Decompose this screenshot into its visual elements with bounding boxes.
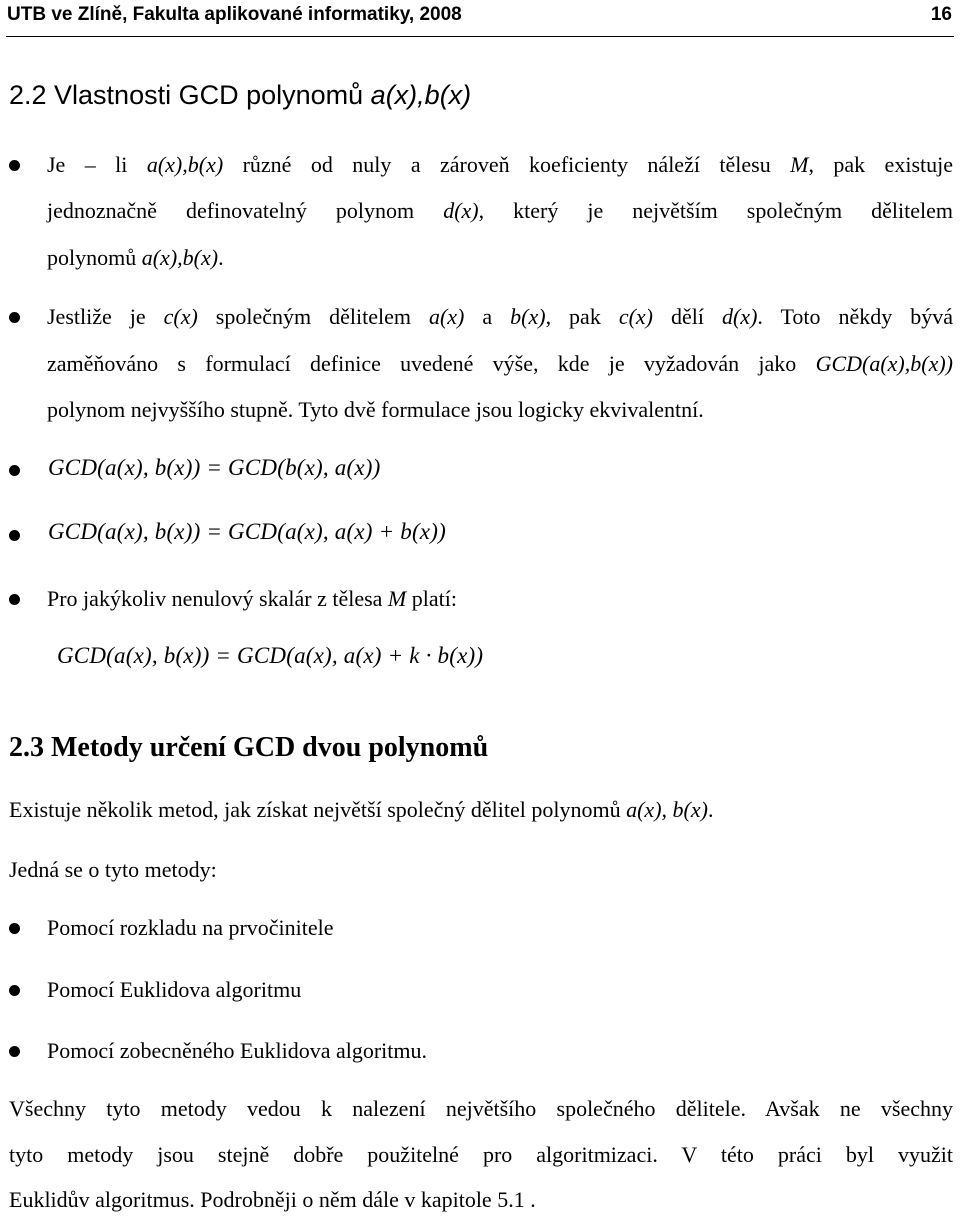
text: polynomů (47, 245, 142, 270)
bullet-dot (9, 465, 20, 476)
text: , který je největším společným dělitelem (478, 198, 953, 223)
closing-line-1: Všechny tyto metody vedou k nalezení největšího společného dělitele. Avšak ne všechny (9, 1096, 953, 1121)
formula: GCD(a(x), b(x)) = GCD(a(x), a(x) + k · b(x)) (57, 643, 484, 668)
running-header: UTB ve Zlíně, Fakulta aplikované informatiky, 2008 (7, 4, 462, 25)
bullet-2-line-3: polynom nejvyššího stupně. Tyto dvě formulace jsou logicky ekvivalentní. (47, 397, 704, 422)
text: Existuje několik metod, jak získat největší společný dělitel polynomů (9, 797, 627, 822)
math: d(x) (721, 304, 758, 329)
text: Jestliže je (47, 304, 164, 329)
formula-gcd-sum (48, 519, 446, 545)
page-number: 16 (930, 4, 952, 25)
text: , pak existuje (808, 152, 953, 177)
text: Je – li (47, 152, 147, 177)
formula: GCD(a(x), b(x)) = GCD(b(x), a(x)) (48, 455, 381, 480)
text: a (464, 304, 511, 329)
text: . (707, 797, 714, 822)
closing-line-2: tyto metody jsou stejně dobře použitelné pro algoritmizaci. V této práci byl využit (9, 1142, 953, 1167)
text: různé od nuly a zároveň koeficienty náleží tělesu (223, 152, 791, 177)
math: GCD(a(x),b(x)) (815, 351, 953, 376)
math: M (790, 152, 809, 177)
method-item: Pomocí zobecněného Euklidova algoritmu. (47, 1038, 428, 1063)
bullet-5-text (47, 585, 457, 613)
text: zaměňováno s formulací definice uvedené výše, kde je vyžadován jako (47, 351, 816, 376)
bullet-dot (9, 594, 20, 605)
section-2-3-lead: Jedná se o tyto metody: (9, 857, 217, 882)
bullet-1-line-3 (47, 244, 224, 272)
bullet-1-line-1 (47, 151, 953, 179)
method-item: Pomocí rozkladu na prvočinitele (47, 915, 334, 940)
bullet-dot (9, 923, 20, 934)
header-rule (6, 36, 954, 37)
bullet-dot (9, 530, 20, 541)
text: , pak (545, 304, 619, 329)
text: . Toto někdy bývá (757, 304, 954, 329)
text: jednoznačně definovatelný polynom (47, 198, 444, 223)
heading-math: a(x),b(x) (370, 80, 472, 110)
formula-gcd-scalar (57, 643, 483, 669)
math: a(x),b(x) (146, 152, 224, 177)
section-2-3-intro (9, 796, 713, 824)
bullet-dot (9, 1046, 20, 1057)
formula-gcd-commutative (48, 455, 381, 481)
bullet-dot (9, 985, 20, 996)
bullet-2-line-2 (47, 350, 953, 378)
formula: GCD(a(x), b(x)) = GCD(a(x), a(x) + b(x)) (48, 519, 446, 544)
heading-text: 2.2 Vlastnosti GCD polynomů (9, 80, 371, 110)
text: . (218, 245, 224, 270)
math: c(x) (618, 304, 653, 329)
bullet-1-line-2 (47, 197, 953, 225)
bullet-dot (9, 312, 20, 323)
text: dělí (653, 304, 722, 329)
math: a(x),b(x) (141, 245, 219, 270)
math: d(x) (443, 198, 479, 223)
text: společným dělitelem (197, 304, 429, 329)
section-2-3-heading: 2.3 Metody určení GCD dvou polynomů (9, 732, 489, 763)
math: a(x) (428, 304, 465, 329)
math: c(x) (163, 304, 198, 329)
text: platí: (406, 586, 457, 611)
math: b(x) (510, 304, 546, 329)
method-item: Pomocí Euklidova algoritmu (47, 977, 302, 1002)
closing-line-3: Euklidův algoritmus. Podrobněji o něm dále v kapitole 5.1 . (9, 1187, 536, 1212)
bullet-dot (9, 160, 20, 171)
text: Pro jakýkoliv nenulový skalár z tělesa (47, 586, 388, 611)
math: M (387, 586, 407, 611)
math: a(x), b(x) (626, 797, 708, 822)
section-2-2-heading (9, 80, 471, 111)
bullet-2-line-1 (47, 303, 953, 331)
